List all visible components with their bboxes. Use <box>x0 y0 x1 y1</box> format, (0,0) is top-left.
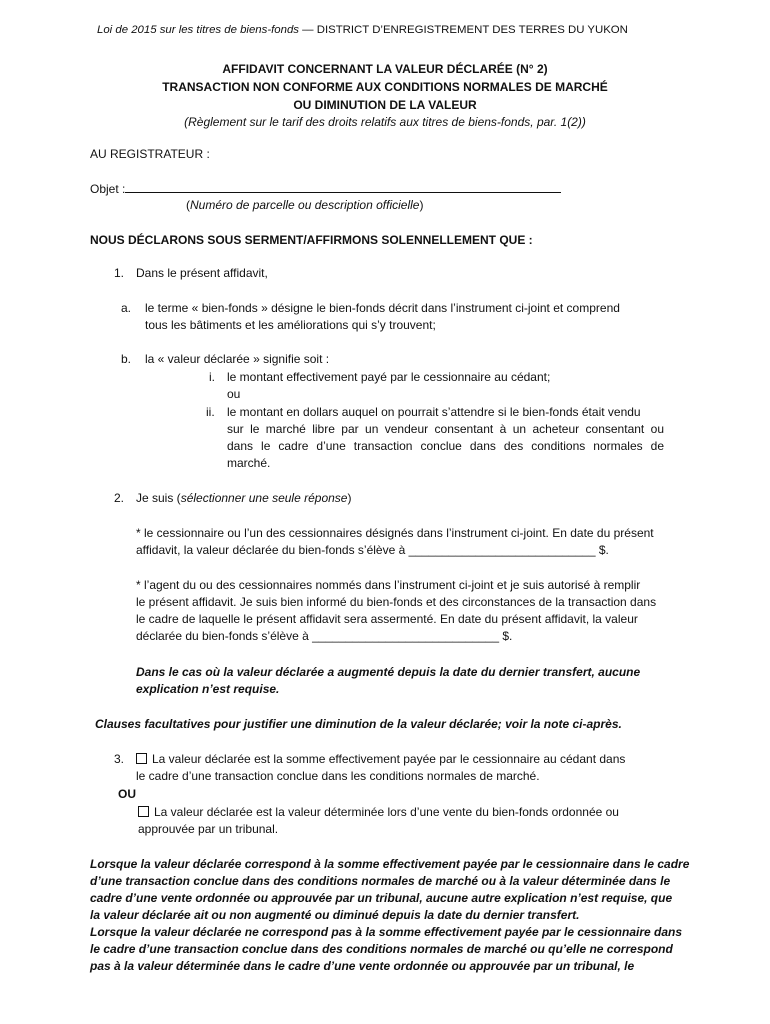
section1b-ii-line2: sur le marché libre par un vendeur consentant à un acheteur consentant ou <box>227 422 664 436</box>
section2-opt2-line2: le présent affidavit. Je suis bien informé du bien-fonds et des circonstances de la transaction dans <box>136 595 657 609</box>
section1b-ii-line1: le montant en dollars auquel on pourrait s’attendre si le bien-fonds était vendu <box>227 405 641 419</box>
value-blank-agent[interactable]: ____________________________ <box>312 629 499 643</box>
declaration-heading: NOUS DÉCLARONS SOUS SERMENT/AFFIRMONS SOLENNELLEMENT QUE : <box>90 233 533 247</box>
section2-text-close: ) <box>347 491 352 505</box>
section2-text <box>136 490 351 507</box>
objet-field[interactable] <box>125 180 561 193</box>
section3-opt2-line2: approuvée par un tribunal. <box>138 822 279 836</box>
section1b-ii-line3: dans le cadre d’une transaction conclue dans des conditions normales de <box>227 439 664 453</box>
section3-opt2-text: La valeur déclarée est la valeur déterminée lors d’une vente du bien-fonds ordonnée ou <box>154 805 619 819</box>
section2-opt2-line4 <box>136 628 512 645</box>
section3-opt2-line1 <box>138 804 619 821</box>
section2-instruction: sélectionner une seule réponse <box>180 491 348 505</box>
section1-text: Dans le présent affidavit, <box>136 266 268 280</box>
section1b-ou: ou <box>227 387 241 401</box>
value-blank-transferee[interactable]: ____________________________ <box>408 543 596 557</box>
section1b-i-label: i. <box>209 370 215 384</box>
section2-opt2-text: déclarée du bien-fonds s’élève à <box>136 629 309 643</box>
section1-number: 1. <box>114 266 125 280</box>
checkbox-market-value[interactable] <box>136 753 147 764</box>
closing-line-4: la valeur déclarée ait ou non augmenté ou diminué depuis la date du dernier transfert. <box>90 908 580 922</box>
section1b-ii-label: ii. <box>206 405 215 419</box>
closing-line-5: Lorsque la valeur déclarée ne correspond pas à la somme effectivement payée par le cessionnaire dans <box>90 925 683 939</box>
objet-caption-close: ) <box>419 198 424 212</box>
form-subtitle: (Règlement sur le tarif des droits relatifs aux titres de biens-fonds, par. 1(2)) <box>184 115 586 129</box>
section1b-ii-line4: marché. <box>227 456 271 470</box>
section3-number: 3. <box>114 752 125 766</box>
section1b-label: b. <box>121 352 132 366</box>
running-header <box>97 22 628 39</box>
form-title-line1: AFFIDAVIT CONCERNANT LA VALEUR DÉCLARÉE (N° 2) <box>222 62 548 76</box>
section1b-i-text: le montant effectivement payé par le cessionnaire au cédant; <box>227 370 551 384</box>
section2-opt2-line3: le cadre de laquelle le présent affidavit sera assermenté. En date du présent affidavit, la valeur <box>136 612 638 626</box>
objet-label: Objet : <box>90 182 126 196</box>
closing-line-3: cadre d’une vente ordonnée ou approuvée par un tribunal, aucune autre explication n’est requise, que <box>90 891 673 905</box>
section2-number: 2. <box>114 491 125 505</box>
form-title-line3: OU DIMINUTION DE LA VALEUR <box>293 98 477 112</box>
section1b-text: la « valeur déclarée » signifie soit : <box>145 352 330 366</box>
optional-clauses-heading: Clauses facultatives pour justifier une diminution de la valeur déclarée; voir la note ci-après. <box>95 717 622 731</box>
objet-caption-text: Numéro de parcelle ou description officielle <box>190 198 420 212</box>
closing-line-7: pas à la valeur déterminée dans le cadre d’une vente ordonnée ou approuvée par un tribunal, le <box>90 959 635 973</box>
section2-opt2-currency: $. <box>499 629 513 643</box>
section2-opt1-line1: * le cessionnaire ou l’un des cessionnaires désignés dans l’instrument ci-joint. En date du présent <box>136 526 654 540</box>
section2-opt2-line1: * l’agent du ou des cessionnaires nommés dans l’instrument ci-joint et je suis autorisé à remplir <box>136 578 641 592</box>
section3-opt1-line2: le cadre d’une transaction conclue dans les conditions normales de marché. <box>136 769 540 783</box>
section2-note-line2: explication n’est requise. <box>136 682 280 696</box>
checkbox-court-ordered[interactable] <box>138 806 149 817</box>
section3-opt1-text: La valeur déclarée est la somme effectivement payée par le cessionnaire au cédant dans <box>152 752 626 766</box>
addressee: AU REGISTRATEUR : <box>90 147 210 161</box>
header-district: — DISTRICT D’ENREGISTREMENT DES TERRES DU YUKON <box>299 24 628 36</box>
closing-line-1: Lorsque la valeur déclarée correspond à la somme effectivement payée par le cessionnaire dans le cadre <box>90 857 690 871</box>
section3-ou: OU <box>118 787 136 801</box>
section2-opt1-currency: $. <box>595 543 609 557</box>
form-title-line2: TRANSACTION NON CONFORME AUX CONDITIONS NORMALES DE MARCHÉ <box>162 80 608 94</box>
closing-line-6: le cadre d’une transaction conclue dans des conditions normales de marché ou qu’elle ne correspond <box>90 942 673 956</box>
closing-line-2: d’une transaction conclue dans des conditions normales de marché ou à la valeur déterminée dans le <box>90 874 671 888</box>
section1a-line1: le terme « bien-fonds » désigne le bien-fonds décrit dans l’instrument ci-joint et comprend <box>145 301 620 315</box>
header-act-title: Loi de 2015 sur les titres de biens-fonds <box>97 24 299 36</box>
section2-note-line1: Dans le cas où la valeur déclarée a augmenté depuis la date du dernier transfert, aucune <box>136 665 641 679</box>
section1a-line2: tous les bâtiments et les améliorations qui s’y trouvent; <box>145 318 436 332</box>
section2-opt1-text: affidavit, la valeur déclarée du bien-fonds s’élève à <box>136 543 406 557</box>
section2-text-start: Je suis ( <box>136 491 181 505</box>
section3-opt1-line1 <box>136 751 625 768</box>
objet-row <box>90 180 561 198</box>
objet-caption-open: ( <box>186 198 190 212</box>
section2-opt1-line2 <box>136 542 609 559</box>
section1a-label: a. <box>121 301 132 315</box>
objet-caption <box>186 197 423 214</box>
